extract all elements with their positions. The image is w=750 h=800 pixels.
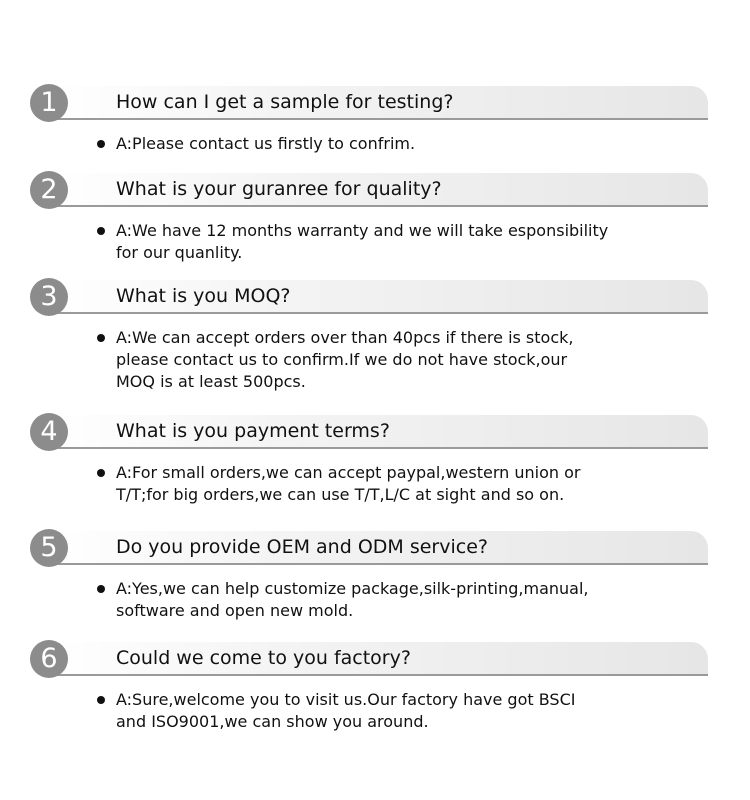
bullet-icon <box>97 334 105 342</box>
faq-item-6 <box>0 642 750 742</box>
question-text: What is your guranree for quality? <box>116 178 442 200</box>
answer-line: software and open new mold. <box>116 601 354 620</box>
answer-line: T/T;for big orders,we can use T/T,L/C at sight and so on. <box>116 485 565 504</box>
number-badge: 1 <box>30 84 68 122</box>
number-badge: 4 <box>30 413 68 451</box>
faq-item-4 <box>0 415 750 515</box>
bullet-icon <box>97 585 105 593</box>
number-badge: 5 <box>30 529 68 567</box>
faq-item-3 <box>0 280 750 400</box>
answer-line: for our quanlity. <box>116 243 243 262</box>
bullet-icon <box>97 696 105 704</box>
question-text: Could we come to you factory? <box>116 647 411 669</box>
faq-item-5 <box>0 531 750 631</box>
answer-line: and ISO9001,we can show you around. <box>116 712 429 731</box>
answer-line: A:For small orders,we can accept paypal,western union or <box>116 463 581 482</box>
number-badge: 2 <box>30 171 68 209</box>
answer-line: MOQ is at least 500pcs. <box>116 372 306 391</box>
answer-line: A:We have 12 months warranty and we will take esponsibility <box>116 221 609 240</box>
answer-line: A:We can accept orders over than 40pcs if there is stock, <box>116 328 574 347</box>
answer-line: A:Yes,we can help customize package,silk-printing,manual, <box>116 579 589 598</box>
faq-item-1 <box>0 86 750 166</box>
bullet-icon <box>97 140 105 148</box>
answer-line: please contact us to confirm.If we do not have stock,our <box>116 350 568 369</box>
question-text: What is you payment terms? <box>116 420 390 442</box>
question-text: What is you MOQ? <box>116 285 291 307</box>
answer-line: A:Sure,welcome you to visit us.Our factory have got BSCI <box>116 690 576 709</box>
bullet-icon <box>97 227 105 235</box>
number-badge: 3 <box>30 278 68 316</box>
question-text: Do you provide OEM and ODM service? <box>116 536 488 558</box>
number-badge: 6 <box>30 640 68 678</box>
faq-item-2 <box>0 173 750 273</box>
bullet-icon <box>97 469 105 477</box>
question-text: How can I get a sample for testing? <box>116 91 454 113</box>
answer-line: A:Please contact us firstly to confrim. <box>116 134 416 153</box>
